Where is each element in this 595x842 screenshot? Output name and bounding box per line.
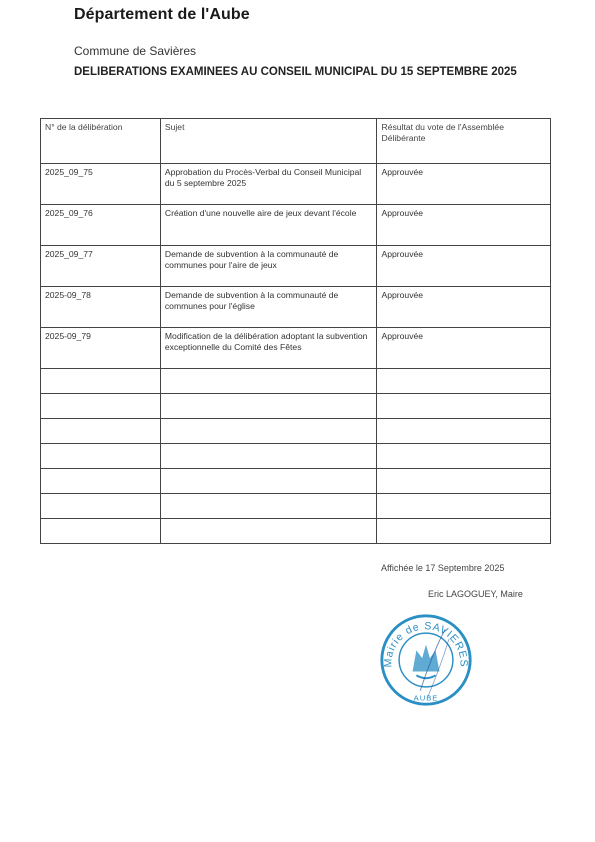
table-header-row <box>41 119 551 164</box>
empty-row <box>41 394 551 419</box>
deliberation-subject: Création d'une nouvelle aire de jeux devant l'école <box>160 205 377 246</box>
table-row <box>41 287 551 328</box>
deliberation-subject: Approbation du Procès-Verbal du Conseil Municipal du 5 septembre 2025 <box>160 164 377 205</box>
vote-result: Approuvée <box>377 287 551 328</box>
seal-text: Mairie de SAVIERES <box>382 620 470 668</box>
vote-result: Approuvée <box>377 246 551 287</box>
seal-bottom-text: AUBE <box>413 693 439 703</box>
deliberation-number: 2025-09_78 <box>41 287 161 328</box>
empty-row <box>41 469 551 494</box>
deliberation-subject: Demande de subvention à la communauté de communes pour l'aire de jeux <box>160 246 377 287</box>
table-row <box>41 246 551 287</box>
commune-name: Commune de Savières <box>74 44 197 58</box>
vote-result: Approuvée <box>377 205 551 246</box>
table-row <box>41 164 551 205</box>
column-header-result: Résultat du vote de l'Assemblée Délibérante <box>377 119 551 164</box>
mayor-signatory: Eric LAGOGUEY, Maire <box>428 589 523 599</box>
posting-date: Affichée le 17 Septembre 2025 <box>381 563 505 573</box>
deliberation-number: 2025_09_76 <box>41 205 161 246</box>
deliberations-table <box>40 118 551 544</box>
empty-row <box>41 494 551 519</box>
empty-row <box>41 419 551 444</box>
empty-row <box>41 519 551 544</box>
column-header-subject: Sujet <box>160 119 377 164</box>
deliberation-subject: Demande de subvention à la communauté de communes pour l'église <box>160 287 377 328</box>
table-row <box>41 205 551 246</box>
table-row <box>41 328 551 369</box>
vote-result: Approuvée <box>377 328 551 369</box>
empty-row <box>41 444 551 469</box>
town-hall-seal <box>378 612 474 708</box>
document-title: DELIBERATIONS EXAMINEES AU CONSEIL MUNICIPAL DU 15 SEPTEMBRE 2025 <box>74 66 517 78</box>
deliberation-subject: Modification de la délibération adoptant la subvention exceptionnelle du Comité des Fêtes <box>160 328 377 369</box>
deliberation-number: 2025_09_75 <box>41 164 161 205</box>
deliberation-number: 2025-09_79 <box>41 328 161 369</box>
vote-result: Approuvée <box>377 164 551 205</box>
deliberation-number: 2025_09_77 <box>41 246 161 287</box>
empty-row <box>41 369 551 394</box>
column-header-number: N° de la délibération <box>41 119 161 164</box>
department-title: Département de l'Aube <box>74 6 250 23</box>
